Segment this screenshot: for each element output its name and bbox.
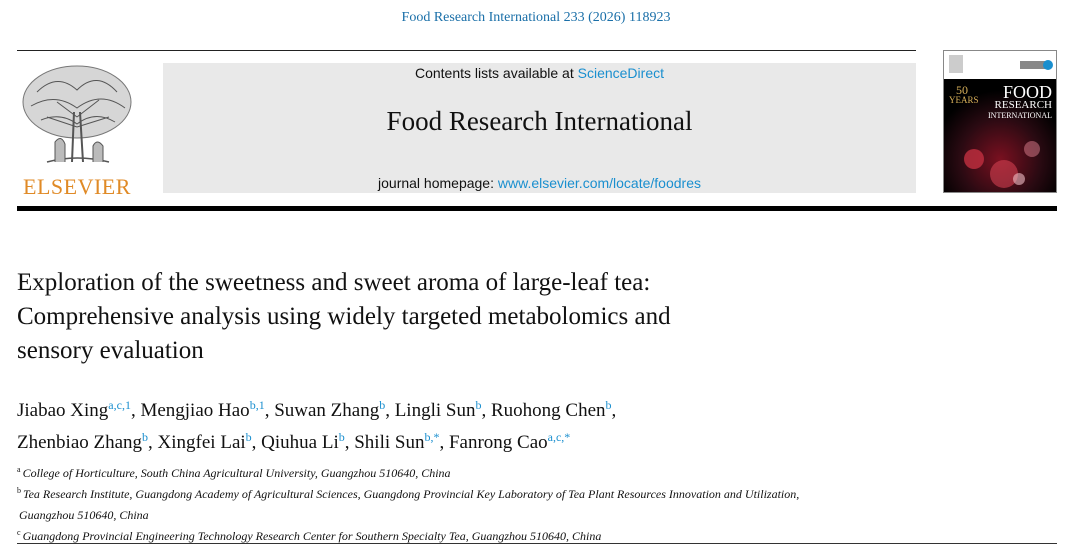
affiliation-text: Guangzhou 510640, China	[19, 508, 149, 522]
author-name[interactable]: Fanrong Cao	[448, 432, 548, 453]
author-affiliation-marker[interactable]: b	[338, 430, 345, 444]
author-affiliation-marker[interactable]: b,1	[249, 398, 265, 412]
author-affiliation-marker[interactable]: b	[605, 398, 612, 412]
journal-citation[interactable]: Food Research International 233 (2026) 118923	[401, 10, 671, 25]
author-line-1	[17, 392, 1017, 424]
author-name[interactable]: Ruohong Chen	[490, 400, 606, 421]
author-separator: ,	[439, 432, 449, 453]
author-affiliation-marker[interactable]: b	[379, 398, 386, 412]
homepage-link[interactable]: www.elsevier.com/locate/foodres	[497, 175, 701, 191]
article-title	[17, 266, 917, 368]
affiliation-label: c	[17, 528, 21, 537]
cover-title-line2: RESEARCH	[994, 99, 1052, 111]
affiliation-text: College of Horticulture, South China Agricultural University, Guangzhou 510640, China	[22, 466, 451, 480]
author-affiliation-marker[interactable]: a,c,1	[108, 398, 131, 412]
author-separator: ,	[264, 400, 275, 421]
cover-title	[982, 84, 1052, 120]
author-separator: ,	[344, 432, 355, 453]
author-separator: ,	[611, 400, 617, 421]
journal-masthead	[163, 63, 916, 193]
contents-prefix: Contents lists available at	[414, 65, 578, 81]
elsevier-tree-icon	[17, 62, 137, 172]
affiliation-item	[17, 461, 1057, 482]
article-title-line3: sensory evaluation	[17, 337, 204, 364]
author-affiliation-marker[interactable]: a,c,*	[547, 430, 571, 444]
author-list	[17, 392, 1017, 456]
author-name[interactable]: Qiuhua Li	[261, 432, 339, 453]
article-title-line1: Exploration of the sweetness and sweet aroma of large-leaf tea:	[17, 269, 651, 296]
author-name[interactable]: Shili Sun	[354, 432, 425, 453]
publisher-name: ELSEVIER	[23, 174, 131, 199]
cover-logos-icon	[944, 51, 1056, 79]
contents-line	[163, 65, 916, 81]
author-name[interactable]: Mengjiao Hao	[140, 400, 250, 421]
author-separator: ,	[481, 400, 491, 421]
badge-text: YEARS	[949, 95, 979, 105]
top-divider	[17, 50, 916, 51]
cover-anniversary-badge	[949, 83, 979, 105]
author-separator: ,	[251, 432, 262, 453]
author-affiliation-marker[interactable]: b	[245, 430, 252, 444]
affiliation-item	[17, 503, 1057, 524]
author-name[interactable]: Lingli Sun	[394, 400, 476, 421]
article-title-line2: Comprehensive analysis using widely targeted metabolomics and	[17, 303, 671, 330]
affiliation-text: Tea Research Institute, Guangdong Academy of Agricultural Sciences, Guangdong Provincial Key Laboratory of Tea Plant Resources Innovation and Utilization,	[23, 487, 800, 501]
journal-cover-image[interactable]	[943, 50, 1057, 193]
author-affiliation-marker[interactable]: b	[142, 430, 149, 444]
affiliation-label: b	[17, 486, 21, 495]
badge-number: 50	[956, 83, 968, 97]
author-name[interactable]: Suwan Zhang	[274, 400, 380, 421]
journal-title: Food Research International	[386, 106, 693, 136]
author-name[interactable]: Jiabao Xing	[17, 400, 109, 421]
affiliation-list	[17, 461, 1057, 545]
author-name[interactable]: Xingfei Lai	[157, 432, 246, 453]
header-thick-divider	[17, 206, 1057, 211]
cover-title-line3: INTERNATIONAL	[988, 111, 1052, 120]
affiliation-label: a	[17, 465, 21, 474]
bottom-divider	[17, 543, 1057, 544]
author-name[interactable]: Zhenbiao Zhang	[17, 432, 143, 453]
elsevier-logo	[17, 62, 137, 199]
homepage-line	[163, 175, 916, 191]
affiliation-text: Guangdong Provincial Engineering Technology Research Center for Southern Specialty Tea, Guangzhou 510640, China	[22, 529, 602, 543]
author-affiliation-marker[interactable]: b	[475, 398, 482, 412]
sciencedirect-link[interactable]: ScienceDirect	[577, 65, 664, 81]
author-affiliation-marker[interactable]: b,*	[424, 430, 440, 444]
author-separator: ,	[148, 432, 158, 453]
affiliation-item	[17, 524, 1057, 545]
author-separator: ,	[130, 400, 141, 421]
affiliation-item	[17, 482, 1057, 503]
cover-title-line1: FOOD	[1002, 82, 1052, 102]
author-line-2	[17, 424, 1017, 456]
homepage-prefix: journal homepage:	[378, 175, 498, 191]
author-separator: ,	[385, 400, 395, 421]
cover-header-strip	[944, 51, 1056, 79]
